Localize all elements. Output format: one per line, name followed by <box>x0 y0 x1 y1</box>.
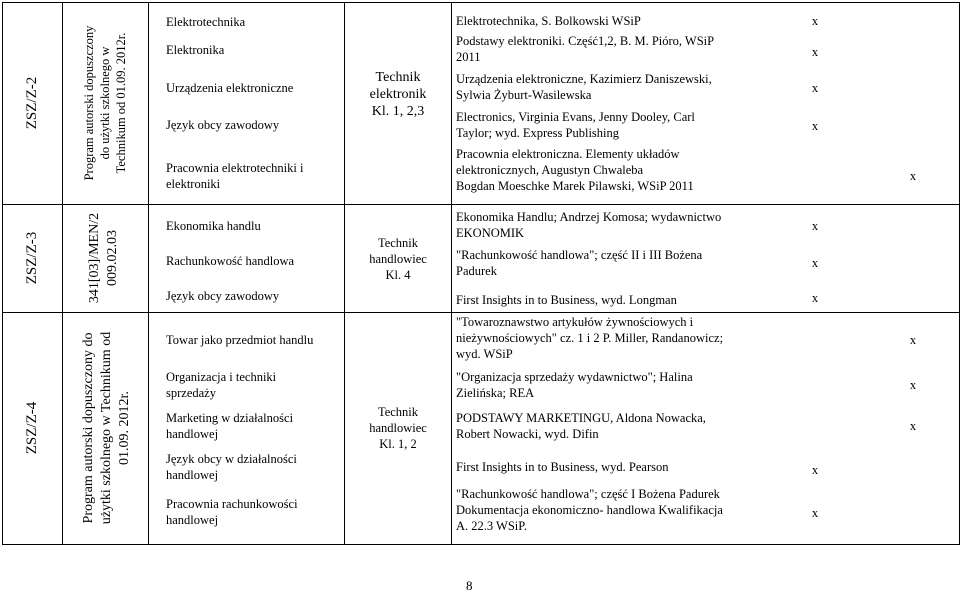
book-title: Electronics, Virginia Evans, Jenny Dooley, Carl Taylor; wyd. Express Publishing <box>456 110 695 140</box>
profession: Technik elektronik Kl. 1, 2,3 <box>369 70 427 119</box>
mark-x: x <box>811 219 819 233</box>
subject-name: Język obcy zawodowy <box>166 289 280 303</box>
mark-x: x <box>909 333 917 347</box>
col-divider <box>2 2 3 545</box>
mark-x: x <box>811 506 819 520</box>
program-code: ZSZ/Z-2 <box>24 76 40 130</box>
row-divider <box>2 312 959 313</box>
subject-name: Pracownia rachunkowości handlowej <box>166 497 298 527</box>
subject-name: Rachunkowość handlowa <box>166 254 295 268</box>
subject-name: Ekonomika handlu <box>166 219 261 233</box>
mark-x: x <box>811 45 819 59</box>
program-code: ZSZ/Z-4 <box>24 401 40 455</box>
program-approval: Program autorski dopuszczony do użytki szkolnego w Technikum od 01.09. 2012r. <box>81 331 132 525</box>
book-title: Podstawy elektroniki. Część1,2, B. M. Pióro, WSiP 2011 <box>456 34 715 64</box>
subject-name: Elektronika <box>166 43 225 57</box>
subject-name: Urządzenia elektroniczne <box>166 81 294 95</box>
subject-name: Marketing w działalności handlowej <box>166 411 294 441</box>
profession: Technik handlowiec Kl. 4 <box>369 236 427 282</box>
profession: Technik handlowiec Kl. 1, 2 <box>369 405 427 451</box>
mark-x: x <box>811 14 819 28</box>
book-title: First Insights in to Business, wyd. Pearson <box>456 460 669 474</box>
program-approval: 341[03]/MEN/2 009.02.03 <box>87 212 120 304</box>
col-divider <box>62 2 63 545</box>
mark-x: x <box>811 291 819 305</box>
program-code: ZSZ/Z-3 <box>24 231 40 285</box>
book-title: "Towaroznawstwo artykułów żywnościowych i nieżywnościowych" cz. 1 i 2 P. Miller, Randanowicz; wyd. WSiP <box>456 315 724 361</box>
table-border-bottom <box>2 544 959 545</box>
col-divider <box>344 2 345 545</box>
col-divider <box>148 2 149 545</box>
table-border-top <box>2 2 959 3</box>
mark-x: x <box>909 419 917 433</box>
subject-name: Język obcy zawodowy <box>166 118 280 132</box>
mark-x: x <box>811 463 819 477</box>
subject-name: Język obcy w działalności handlowej <box>166 452 297 482</box>
book-title: PODSTAWY MARKETINGU, Aldona Nowacka, Robert Nowacki, wyd. Difin <box>456 411 706 441</box>
book-title: First Insights in to Business, wyd. Longman <box>456 293 677 307</box>
subject-name: Elektrotechnika <box>166 15 246 29</box>
mark-x: x <box>811 119 819 133</box>
mark-x: x <box>811 81 819 95</box>
subject-name: Organizacja i techniki sprzedaży <box>166 370 277 400</box>
mark-x: x <box>909 169 917 183</box>
book-title: Ekonomika Handlu; Andrzej Komosa; wydawnictwo EKONOMIK <box>456 210 722 240</box>
row-divider <box>2 204 959 205</box>
col-divider <box>451 2 452 545</box>
mark-x: x <box>909 378 917 392</box>
book-title: "Rachunkowość handlowa"; część II i III Bożena Padurek <box>456 248 703 278</box>
book-title: "Rachunkowość handlowa"; część I Bożena Padurek Dokumentacja ekonomiczno- handlowa Kwalifikacja A. 22.3 WSiP. <box>456 487 723 533</box>
book-title: Elektrotechnika, S. Bolkowski WSiP <box>456 14 641 28</box>
subject-name: Towar jako przedmiot handlu <box>166 333 314 347</box>
book-title: Pracownia elektroniczna. Elementy układów elektronicznych, Augustyn Chwaleba Bogdan Moeschke Marek Pilawski, WSiP 2011 <box>456 147 694 193</box>
book-title: "Organizacja sprzedaży wydawnictwo"; Halina Zielińska; REA <box>456 370 693 400</box>
book-title: Urządzenia elektroniczne, Kazimierz Daniszewski, Sylwia Żyburt-Wasilewska <box>456 72 712 102</box>
subject-name: Pracownia elektrotechniki i elektroniki <box>166 161 304 191</box>
program-approval: Program autorski dopuszczony do użytki szkolnego w Technikum od 01.09. 2012r. <box>82 25 128 181</box>
mark-x: x <box>811 256 819 270</box>
page-number: 8 <box>466 578 473 593</box>
